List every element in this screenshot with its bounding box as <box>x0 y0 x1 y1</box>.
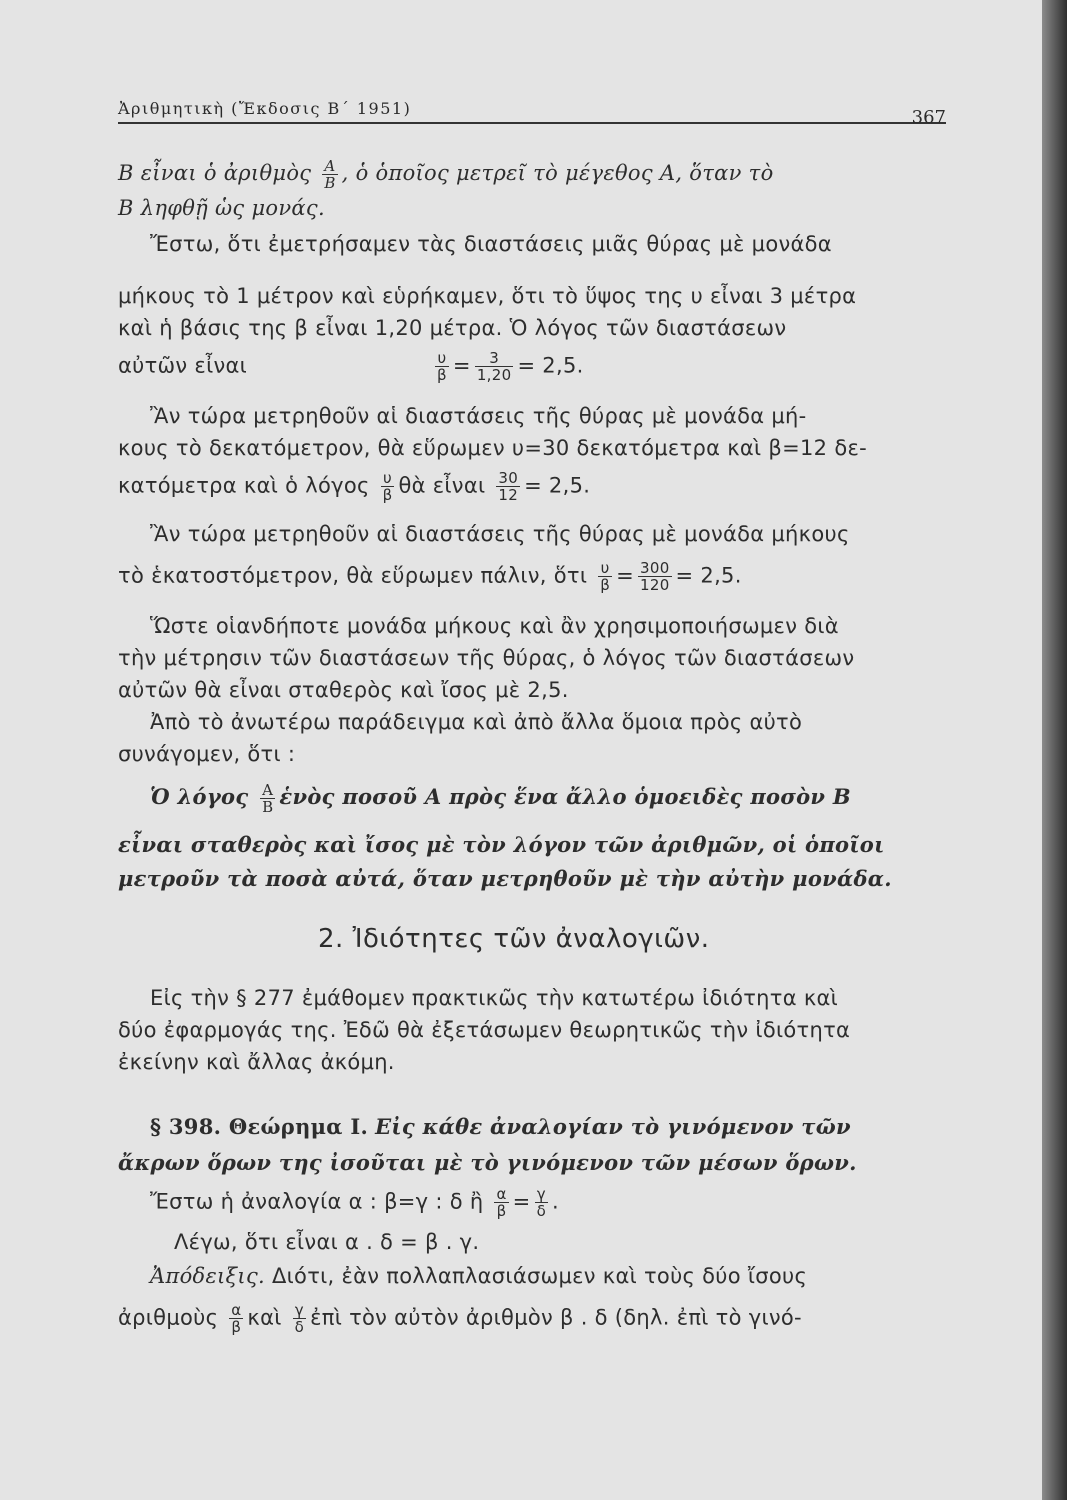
text-segment: = 2,5. <box>517 353 584 378</box>
fraction <box>260 782 275 815</box>
text-segment: ἀριθμοὺς <box>118 1305 219 1330</box>
text-line: αὐτῶν θὰ εἶναι σταθερὸς καὶ ἴσος μὲ 2,5. <box>118 678 569 702</box>
text-line: τὴν μέτρησιν τῶν διαστάσεων τῆς θύρας, ὁ λόγος τῶν διαστάσεων <box>118 646 855 670</box>
fraction <box>535 1186 548 1219</box>
fraction-numerator: A <box>260 782 275 799</box>
text-line: ἄκρων ὅρων της ἰσοῦται μὲ τὸ γινόμενον τῶν μέσων ὅρων. <box>118 1150 857 1175</box>
fraction-denominator: β <box>437 366 447 384</box>
theorem-heading: § 398. Θεώρημα I. <box>150 1114 369 1139</box>
fraction <box>435 350 449 383</box>
fraction-numerator: υ <box>435 350 449 367</box>
fraction-numerator: 300 <box>640 559 670 577</box>
fraction-denominator: B <box>262 798 274 816</box>
text-line: καὶ ἡ βάσις της β εἶναι 1,20 μέτρα. Ὁ λόγος τῶν διαστάσεων <box>118 316 787 340</box>
text-segment: καὶ <box>247 1305 282 1330</box>
fraction-denominator: 120 <box>640 576 670 594</box>
fraction-numerator: 30 <box>498 469 519 487</box>
text-line: Β ληφθῇ ὡς μονάς. <box>118 196 325 220</box>
section-title: 2. Ἰδιότητες τῶν ἀναλογιῶν. <box>318 924 710 954</box>
fraction-denominator: β <box>496 1202 507 1220</box>
page-header <box>118 94 946 128</box>
text-segment: . <box>552 1189 560 1214</box>
text-line: τὸ ἑκατοστόμετρον, θὰ εὕρωμεν πάλιν, ὅτι $\frac{\upsilon}{\beta}$ = $\frac{300}{120}$ = 2,5. <box>118 559 742 594</box>
fraction-denominator: β <box>382 486 393 504</box>
fraction <box>381 470 395 503</box>
text-line: συνάγομεν, ὅτι : <box>118 742 296 766</box>
fraction-numerator: 3 <box>475 350 514 367</box>
text-segment: Ὁ λόγος <box>150 784 249 809</box>
fraction <box>496 470 520 503</box>
text-segment: = 2,5. <box>675 563 742 588</box>
fraction-denominator: 12 <box>498 486 519 504</box>
fraction-numerator: υ <box>598 560 612 577</box>
fraction-denominator: 1,20 <box>476 366 512 384</box>
running-head: Ἀριθμητικὴ (Ἔκδοσις Β΄ 1951) <box>118 99 412 118</box>
text-segment: κατόμετρα καὶ ὁ λόγος <box>118 473 370 498</box>
text-line <box>118 158 774 191</box>
text-segment: , ὁ ὁποῖος μετρεῖ τὸ μέγεθος Α, ὅταν τὸ <box>341 161 774 185</box>
fraction-denominator: δ <box>536 1202 547 1220</box>
text-line <box>150 1264 807 1288</box>
text-line: Εἰς τὴν § 277 ἐμάθομεν πρακτικῶς τὴν κατωτέρω ἰδιότητα καὶ <box>150 986 839 1010</box>
text-line <box>150 1186 559 1219</box>
text-line: Ὥστε οἱανδήποτε μονάδα μήκους καὶ ἂν χρησιμοποιήσωμεν διὰ <box>150 614 839 638</box>
text-segment: = 2,5. <box>524 473 591 498</box>
text-line: εἶναι σταθερὸς καὶ ἴσος μὲ τὸν λόγον τῶν ἀριθμῶν, οἱ ὁποῖοι <box>118 832 885 857</box>
text-segment: Διότι, ἐὰν πολλαπλασιάσωμεν καὶ τοὺς δύο ἴσους <box>271 1264 808 1288</box>
text-segment: = <box>512 1189 531 1214</box>
text-line: κους τὸ δεκατόμετρον, θὰ εὕρωμεν υ=30 δεκατόμετρα καὶ β=12 δε- <box>118 436 867 460</box>
fraction-numerator: υ <box>381 470 395 487</box>
fraction <box>494 1186 508 1219</box>
text-line: Ἂν τώρα μετρηθοῦν αἱ διαστάσεις τῆς θύρας μὲ μονάδα μή- <box>150 404 807 428</box>
text-line: αὐτῶν εἶναι $\frac{\upsilon}{\beta}$ = $\frac{3}{1,20}$ = 2,5. <box>118 349 584 384</box>
text-segment: αὐτῶν εἶναι <box>118 353 248 378</box>
text-line <box>150 1114 851 1139</box>
fraction <box>229 1302 243 1335</box>
text-segment: ἑνὸς ποσοῦ Α πρὸς ἕνα ἄλλο ὁμοειδὲς ποσὸν Β <box>279 784 851 809</box>
text-segment: Β εἶναι ὁ ἀριθμὸς <box>118 161 312 185</box>
fraction-numerator: γ <box>535 1186 548 1203</box>
fraction-denominator: β <box>600 576 611 594</box>
text-line: Ἂν τώρα μετρηθοῦν αἱ διαστάσεις τῆς θύρας μὲ μονάδα μήκους <box>150 522 850 546</box>
fraction <box>638 560 672 593</box>
fraction-numerator: α <box>496 1185 507 1203</box>
text-line: ἐκείνην καὶ ἄλλας ἀκόμη. <box>118 1050 395 1074</box>
fraction-numerator: γ <box>293 1302 306 1319</box>
text-line <box>150 782 851 815</box>
text-line: μετροῦν τὰ ποσὰ αὐτά, ὅταν μετρηθοῦν μὲ τὴν αὐτὴν μονάδα. <box>118 866 892 891</box>
text-segment: ἐπὶ τὸν αὐτὸν ἀριθμὸν β . δ (δηλ. ἐπὶ τὸ γινό- <box>310 1305 802 1330</box>
text-line: Λέγω, ὅτι εἶναι α . δ = β . γ. <box>174 1230 480 1254</box>
text-segment: θὰ εἶναι <box>398 473 486 498</box>
text-line <box>118 470 590 503</box>
text-segment: Ἀπόδειξις. <box>150 1264 265 1288</box>
fraction <box>598 560 612 593</box>
fraction-denominator: B <box>324 174 336 192</box>
fraction <box>322 158 337 191</box>
text-line: δύο ἐφαρμογάς της. Ἐδῶ θὰ ἐξετάσωμεν θεωρητικῶς τὴν ἰδιότητα <box>118 1018 851 1042</box>
text-segment: Ἔστω ἡ ἀναλογία α : β=γ : δ ἢ <box>150 1189 484 1214</box>
text-line <box>118 1302 802 1335</box>
fraction-denominator: β <box>231 1318 242 1336</box>
fraction-denominator: δ <box>294 1318 305 1336</box>
text-segment: τὸ ἑκατοστόμετρον, θὰ εὕρωμεν πάλιν, ὅτι <box>118 563 588 588</box>
fraction <box>475 350 514 383</box>
text-line: Ἀπὸ τὸ ἀνωτέρω παράδειγμα καὶ ἀπὸ ἄλλα ὅμοια πρὸς αὐτὸ <box>150 710 803 734</box>
page-number: 367 <box>911 107 946 128</box>
fraction-numerator: α <box>231 1301 242 1319</box>
text-line: μήκους τὸ 1 μέτρον καὶ εὑρήκαμεν, ὅτι τὸ ὕψος της υ εἶναι 3 μέτρα <box>118 284 857 308</box>
page-edge-shadow <box>1042 0 1067 1500</box>
text-line: Ἔστω, ὅτι ἐμετρήσαμεν τὰς διαστάσεις μιᾶς θύρας μὲ μονάδα <box>150 232 832 256</box>
text-segment: Εἰς κάθε ἀναλογίαν τὸ γινόμενον τῶν <box>375 1114 851 1139</box>
fraction-numerator: A <box>322 158 337 175</box>
fraction <box>293 1302 306 1335</box>
